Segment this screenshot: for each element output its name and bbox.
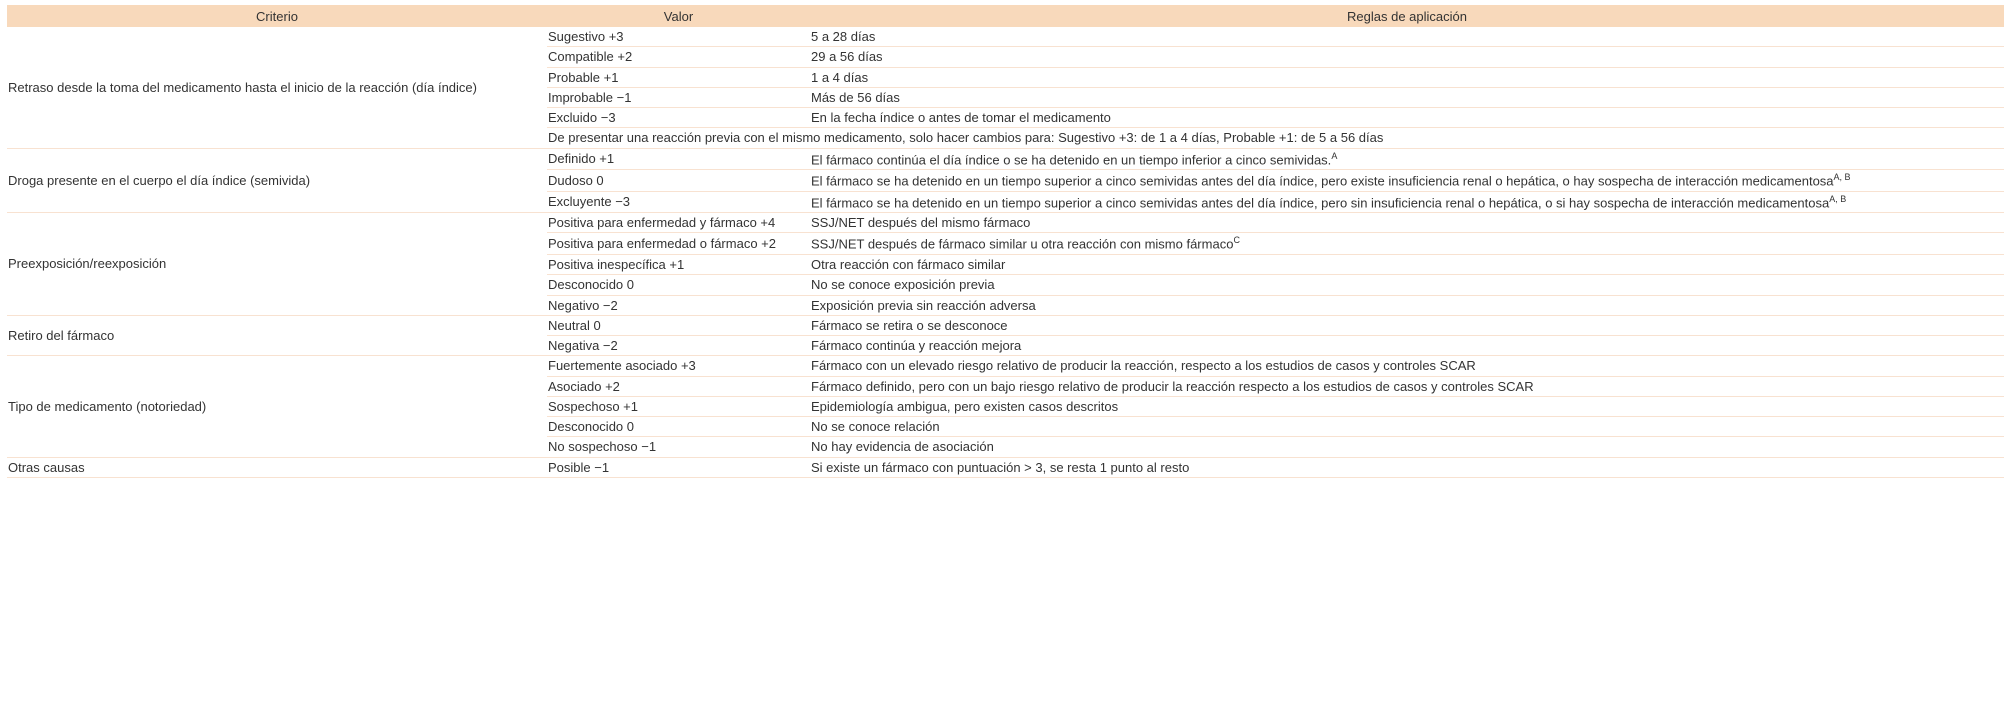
regla-cell: Fármaco continúa y reacción mejora bbox=[810, 336, 2004, 356]
valor-cell: Negativa −2 bbox=[547, 336, 810, 356]
criterio-cell: Droga presente en el cuerpo el día índice (semivida) bbox=[7, 148, 547, 213]
valor-cell: Positiva para enfermedad y fármaco +4 bbox=[547, 213, 810, 233]
footnote-marker: A, B bbox=[1833, 172, 1851, 183]
valor-cell: Asociado +2 bbox=[547, 376, 810, 396]
criterio-cell: Retraso desde la toma del medicamento hasta el inicio de la reacción (día índice) bbox=[7, 27, 547, 148]
criterio-cell: Retiro del fármaco bbox=[7, 315, 547, 356]
valor-cell: Desconocido 0 bbox=[547, 275, 810, 295]
column-header-valor: Valor bbox=[547, 5, 810, 27]
table-body bbox=[7, 27, 2004, 477]
regla-cell: Si existe un fármaco con puntuación > 3, se resta 1 punto al resto bbox=[810, 457, 2004, 477]
valor-cell: Dudoso 0 bbox=[547, 170, 810, 192]
regla-cell: 1 a 4 días bbox=[810, 67, 2004, 87]
table-row bbox=[7, 356, 2004, 376]
table-row bbox=[7, 213, 2004, 233]
criterio-cell: Preexposición/reexposición bbox=[7, 213, 547, 316]
regla-cell: No hay evidencia de asociación bbox=[810, 437, 2004, 457]
regla-cell: SSJ/NET después del mismo fármaco bbox=[810, 213, 2004, 233]
footnote-marker: C bbox=[1233, 235, 1240, 246]
table-row bbox=[7, 457, 2004, 477]
valor-cell: Desconocido 0 bbox=[547, 417, 810, 437]
table-row bbox=[7, 27, 2004, 47]
regla-cell: El fármaco se ha detenido en un tiempo superior a cinco semividas antes del día índice, pero existe insuficiencia renal o hepática, o hay sospecha de interacción medicamentosa$^{A, B}$ bbox=[810, 170, 2004, 192]
footnote-marker: A, B bbox=[1829, 193, 1847, 204]
valor-cell: Excluyente −3 bbox=[547, 191, 810, 213]
criterio-cell: Otras causas bbox=[7, 457, 547, 477]
footnote-marker: A bbox=[1331, 150, 1338, 161]
valor-cell: Neutral 0 bbox=[547, 315, 810, 335]
regla-cell: 29 a 56 días bbox=[810, 47, 2004, 67]
regla-cell: El fármaco continúa el día índice o se ha detenido en un tiempo inferior a cinco semividas.$^A$ bbox=[810, 148, 2004, 170]
valor-cell: Sospechoso +1 bbox=[547, 396, 810, 416]
valor-cell: Positiva para enfermedad o fármaco +2 bbox=[547, 233, 810, 255]
valor-cell: Improbable −1 bbox=[547, 87, 810, 107]
valor-cell: Negativo −2 bbox=[547, 295, 810, 315]
regla-cell: Más de 56 días bbox=[810, 87, 2004, 107]
regla-cell: Epidemiología ambigua, pero existen casos descritos bbox=[810, 396, 2004, 416]
regla-cell: Otra reacción con fármaco similar bbox=[810, 255, 2004, 275]
valor-cell: Compatible +2 bbox=[547, 47, 810, 67]
regla-cell: 5 a 28 días bbox=[810, 27, 2004, 47]
table-row bbox=[7, 315, 2004, 335]
column-header-reglas: Reglas de aplicación bbox=[810, 5, 2004, 27]
valor-cell: Posible −1 bbox=[547, 457, 810, 477]
column-header-criterio: Criterio bbox=[7, 5, 547, 27]
header-row bbox=[7, 5, 2004, 27]
criterio-cell: Tipo de medicamento (notoriedad) bbox=[7, 356, 547, 457]
valor-cell: Sugestivo +3 bbox=[547, 27, 810, 47]
valor-cell: Probable +1 bbox=[547, 67, 810, 87]
regla-cell: No se conoce relación bbox=[810, 417, 2004, 437]
regla-cell: No se conoce exposición previa bbox=[810, 275, 2004, 295]
regla-cell: SSJ/NET después de fármaco similar u otra reacción con mismo fármaco$^C$ bbox=[810, 233, 2004, 255]
alden-criteria-table bbox=[7, 5, 2004, 478]
valor-cell: Fuertemente asociado +3 bbox=[547, 356, 810, 376]
table-row bbox=[7, 148, 2004, 170]
regla-cell: Exposición previa sin reacción adversa bbox=[810, 295, 2004, 315]
valor-cell: No sospechoso −1 bbox=[547, 437, 810, 457]
regla-cell: Fármaco con un elevado riesgo relativo de producir la reacción, respecto a los estudios de casos y controles SCAR bbox=[810, 356, 2004, 376]
note-cell: De presentar una reacción previa con el mismo medicamento, solo hacer cambios para: Sugestivo +3: de 1 a 4 días, Probable +1: de 5 a 56 días bbox=[547, 128, 2004, 148]
regla-cell: En la fecha índice o antes de tomar el medicamento bbox=[810, 108, 2004, 128]
valor-cell: Excluido −3 bbox=[547, 108, 810, 128]
regla-cell: Fármaco definido, pero con un bajo riesgo relativo de producir la reacción respecto a los estudios de casos y controles SCAR bbox=[810, 376, 2004, 396]
valor-cell: Definido +1 bbox=[547, 148, 810, 170]
valor-cell: Positiva inespecífica +1 bbox=[547, 255, 810, 275]
regla-cell: Fármaco se retira o se desconoce bbox=[810, 315, 2004, 335]
regla-cell: El fármaco se ha detenido en un tiempo superior a cinco semividas antes del día índice, pero sin insuficiencia renal o hepática, o si hay sospecha de interacción medicamentosa$^{A, B}$ bbox=[810, 191, 2004, 213]
